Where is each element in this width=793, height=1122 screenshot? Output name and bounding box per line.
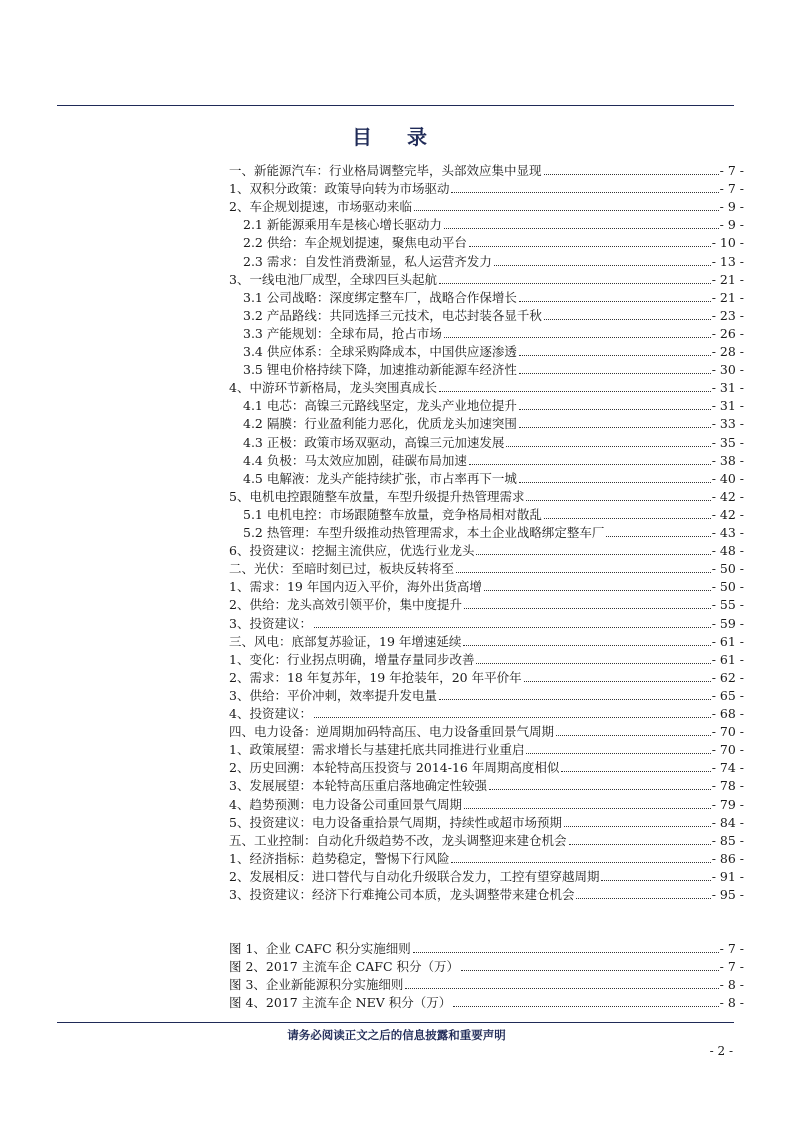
toc-entry[interactable] [229, 704, 744, 722]
toc-entry-page: - 61 - [711, 652, 744, 667]
toc-entry-title: 图 3、企业新能源积分实施细则 [229, 977, 404, 992]
toc-entry-page: - 33 - [711, 416, 744, 431]
dot-leader [444, 337, 711, 338]
toc-entry-title: 4、中游环节新格局，龙头突围真成长 [229, 380, 437, 395]
toc-entry-page: - 79 - [711, 797, 744, 812]
toc-entry-page: - 78 - [711, 778, 744, 793]
toc-entry-title: 3、发展展望：本轮特高压重启落地确定性较强 [229, 778, 487, 793]
header-rule [57, 105, 734, 106]
toc-entry-page: - 48 - [711, 543, 744, 558]
toc-entry-title: 2、供给：龙头高效引领平价，集中度提升 [229, 597, 462, 612]
toc-entry[interactable] [229, 179, 744, 197]
toc-entry-title: 5、投资建议：电力设备重拾景气周期，持续性或超市场预期 [229, 815, 562, 830]
toc-entry-page: - 91 - [711, 869, 744, 884]
toc-entry-title: 2、发展相反：进口替代与自动化升级联合发力，工控有望穿越周期 [229, 869, 600, 884]
toc-entry[interactable] [229, 758, 744, 776]
toc-entry-title: 2.1 新能源乘用车是核心增长驱动力 [243, 217, 442, 232]
toc-entry-page: - 59 - [711, 616, 744, 631]
toc-entry-title: 2、历史回溯：本轮特高压投资与 2014-16 年周期高度相似 [229, 760, 560, 775]
toc-entry-title: 4、趋势预测：电力设备公司重回景气周期 [229, 797, 462, 812]
dot-leader [576, 898, 710, 899]
page-title: 目 录 [352, 125, 441, 149]
toc-entry[interactable] [229, 867, 744, 885]
dot-leader [469, 246, 711, 247]
toc-entry-title: 3.4 供应体系：全球采购降成本，中国供应逐渗透 [243, 344, 517, 359]
dot-leader [414, 210, 719, 211]
toc-entry[interactable] [243, 414, 744, 432]
toc-entry-page: - 21 - [711, 272, 744, 287]
toc-entry-page: - 70 - [711, 742, 744, 757]
figure-entry[interactable] [229, 957, 744, 975]
toc-entry[interactable] [229, 776, 744, 794]
page-number: - 2 - [709, 1044, 733, 1058]
toc-entry-title: 1、政策展望：需求增长与基建托底共同推进行业重启 [229, 742, 525, 757]
toc-entry-page: - 23 - [711, 308, 744, 323]
toc-entry-title: 4.2 隔膜：行业盈利能力恶化，优质龙头加速突围 [243, 416, 517, 431]
dot-leader [451, 862, 710, 863]
dot-leader [405, 988, 718, 989]
toc-entry-title: 图 4、2017 主流车企 NEV 积分（万） [229, 995, 452, 1010]
toc-entry-page: - 13 - [711, 254, 744, 269]
dot-leader [526, 753, 710, 754]
toc-entry[interactable] [229, 722, 744, 740]
toc-entry-page: - 35 - [711, 435, 744, 450]
toc-entry[interactable] [243, 433, 744, 451]
toc-entry-page: - 38 - [711, 453, 744, 468]
toc-entry-title: 2.2 供给：车企规划提速，聚焦电动平台 [243, 235, 467, 250]
toc-entry[interactable] [229, 831, 744, 849]
toc-entry-title: 1、双积分政策：政策导向转为市场驱动 [229, 181, 450, 196]
toc-entry-page: - 86 - [711, 851, 744, 866]
toc-entry[interactable] [229, 577, 744, 595]
toc-entry-page: - 31 - [711, 380, 744, 395]
toc-entry-title: 五、工业控制：自动化升级趋势不改，龙头调整迎来建仓机会 [229, 833, 567, 848]
toc-entry-title: 一、新能源汽车：行业格局调整完毕，头部效应集中显现 [229, 163, 542, 178]
toc-entry-page: - 62 - [711, 670, 744, 685]
toc-entry[interactable] [243, 215, 744, 233]
toc-entry-page: - 42 - [711, 489, 744, 504]
toc-entry-page: - 85 - [711, 833, 744, 848]
toc-entry-title: 1、经济指标：趋势稳定，警惕下行风险 [229, 851, 450, 866]
toc-entry-page: - 43 - [711, 525, 744, 540]
dot-leader [519, 355, 711, 356]
toc-entry[interactable] [229, 813, 744, 831]
toc-entry[interactable] [243, 469, 744, 487]
dot-leader [469, 464, 711, 465]
dot-leader [526, 500, 710, 501]
toc-entry-page: - 50 - [711, 579, 744, 594]
toc-entry-title: 3.3 产能规划：全球布局，抢占市场 [243, 326, 442, 341]
dot-leader [314, 627, 711, 628]
dot-leader [464, 608, 711, 609]
toc-entry[interactable] [229, 668, 744, 686]
toc-entry[interactable] [243, 252, 744, 270]
toc-entry-title: 3、一线电池厂成型，全球四巨头起航 [229, 272, 437, 287]
toc-entry[interactable] [229, 650, 744, 668]
toc-entry-page: - 84 - [711, 815, 744, 830]
dot-leader [519, 373, 711, 374]
toc-entry[interactable] [229, 795, 744, 813]
toc-entry[interactable] [229, 595, 744, 613]
toc-entry[interactable] [243, 342, 744, 360]
toc-entry-title: 6、投资建议：挖掘主流供应，优选行业龙头 [229, 543, 475, 558]
dot-leader [561, 771, 710, 772]
dot-leader [461, 970, 719, 971]
toc-entry[interactable] [229, 849, 744, 867]
dot-leader [519, 427, 711, 428]
dot-leader [544, 518, 711, 519]
figure-entry[interactable] [229, 939, 744, 957]
toc-entry-page: - 50 - [711, 561, 744, 576]
dot-leader [476, 663, 710, 664]
toc-entry-page: - 28 - [711, 344, 744, 359]
toc-entry[interactable] [243, 523, 744, 541]
dot-leader [564, 826, 711, 827]
dot-leader [456, 572, 711, 573]
toc-entry[interactable] [243, 396, 744, 414]
toc-entry[interactable] [229, 885, 744, 903]
toc-entry[interactable] [229, 686, 744, 704]
toc-entry[interactable] [243, 360, 744, 378]
toc-entry-page: - 7 - [719, 941, 744, 956]
toc-entry[interactable] [243, 288, 744, 306]
toc-entry[interactable] [243, 306, 744, 324]
toc-entry[interactable] [229, 632, 744, 650]
toc-entry[interactable] [229, 559, 744, 577]
toc-entry[interactable] [229, 740, 744, 758]
toc-entry-title: 3、投资建议：经济下行难掩公司本质，龙头调整带来建仓机会 [229, 887, 575, 902]
toc-entry-title: 3.5 锂电价格持续下降，加速推动新能源车经济性 [243, 362, 517, 377]
toc-entry[interactable] [229, 270, 744, 288]
dot-leader [439, 283, 711, 284]
toc-entry-page: - 8 - [719, 977, 744, 992]
toc-entry-page: - 55 - [711, 597, 744, 612]
toc-entry-title: 2.3 需求：自发性消费渐显，私人运营齐发力 [243, 254, 492, 269]
figure-entry[interactable] [229, 993, 744, 1011]
toc-entry-page: - 40 - [711, 471, 744, 486]
dot-leader [413, 952, 719, 953]
toc-entry[interactable] [229, 487, 744, 505]
toc-entry-title: 5、电机电控跟随整车放量，车型升级提升热管理需求 [229, 489, 525, 504]
disclaimer-note: 请务必阅读正文之后的信息披露和重要声明 [287, 1028, 506, 1042]
toc-entry-page: - 61 - [711, 634, 744, 649]
toc-entry-page: - 10 - [711, 235, 744, 250]
figure-entry[interactable] [229, 975, 744, 993]
toc-entry-title: 1、需求：19 年国内迈入平价，海外出货高增 [229, 579, 482, 594]
dot-leader [544, 319, 711, 320]
toc-entry-page: - 74 - [711, 760, 744, 775]
dot-leader [506, 446, 710, 447]
toc-entry-page: - 42 - [711, 507, 744, 522]
dot-leader [556, 735, 711, 736]
dot-leader [569, 844, 711, 845]
toc-entry-page: - 8 - [719, 995, 744, 1010]
toc-entry-page: - 21 - [711, 290, 744, 305]
toc-entry-title: 3、供给：平价冲刺，效率提升发电量 [229, 688, 437, 703]
toc-entry-page: - 70 - [711, 724, 744, 739]
toc-entry-title: 二、光伏：至暗时刻已过，板块反转将至 [229, 561, 455, 576]
toc-entry[interactable] [229, 197, 744, 215]
toc-entry-page: - 68 - [711, 706, 744, 721]
dot-leader [601, 880, 710, 881]
toc-entry[interactable] [243, 505, 744, 523]
toc-entry[interactable] [243, 233, 744, 251]
toc-entry-title: 图 1、企业 CAFC 积分实施细则 [229, 941, 411, 956]
toc-entry-title: 3、投资建议： [229, 616, 312, 631]
dot-leader [484, 590, 711, 591]
dot-leader [519, 409, 711, 410]
footer-rule [57, 1022, 734, 1023]
toc-entry-title: 4、投资建议： [229, 706, 312, 721]
toc-entry-title: 图 2、2017 主流车企 CAFC 积分（万） [229, 959, 459, 974]
toc-entry-title: 2、需求：18 年复苏年，19 年抢装年，20 年平价年 [229, 670, 522, 685]
dot-leader [439, 699, 711, 700]
toc-entry-page: - 26 - [711, 326, 744, 341]
dot-leader [314, 717, 711, 718]
dot-leader [444, 228, 719, 229]
toc-entry[interactable] [229, 161, 744, 179]
dot-leader [606, 536, 710, 537]
toc-entry-page: - 7 - [719, 163, 744, 178]
dot-leader [476, 554, 710, 555]
toc-entry-page: - 7 - [719, 959, 744, 974]
toc-entry[interactable] [229, 541, 744, 559]
toc-entry-title: 5.2 热管理：车型升级推动热管理需求，本土企业战略绑定整车厂 [243, 525, 605, 540]
dot-leader [453, 1006, 718, 1007]
toc-entry-page: - 31 - [711, 398, 744, 413]
toc-entry-page: - 95 - [711, 887, 744, 902]
toc-entry-title: 4.3 正极：政策市场双驱动，高镍三元加速发展 [243, 435, 505, 450]
toc-entry-page: - 9 - [719, 199, 744, 214]
toc-entry[interactable] [229, 614, 744, 632]
toc-entry-page: - 65 - [711, 688, 744, 703]
dot-leader [439, 391, 711, 392]
dot-leader [524, 681, 711, 682]
toc-entry-title: 5.1 电机电控：市场跟随整车放量，竞争格局相对散乱 [243, 507, 542, 522]
dot-leader [464, 808, 711, 809]
toc-entry-title: 三、风电：底部复苏验证，19 年增速延续 [229, 634, 462, 649]
dot-leader [494, 265, 711, 266]
toc-entry-title: 3.1 公司战略：深度绑定整车厂，战略合作保增长 [243, 290, 517, 305]
toc-entry[interactable] [243, 451, 744, 469]
dot-leader [544, 174, 719, 175]
dot-leader [489, 789, 711, 790]
toc-entry-title: 2、车企规划提速，市场驱动来临 [229, 199, 412, 214]
toc-entry-page: - 7 - [719, 181, 744, 196]
dot-leader [519, 482, 711, 483]
toc-entry-title: 4.5 电解液：龙头产能持续扩张，市占率再下一城 [243, 471, 517, 486]
toc-entry[interactable] [229, 378, 744, 396]
dot-leader [451, 192, 718, 193]
toc-entry-title: 4.1 电芯：高镍三元路线坚定，龙头产业地位提升 [243, 398, 517, 413]
toc-entry-page: - 30 - [711, 362, 744, 377]
dot-leader [463, 645, 710, 646]
dot-leader [519, 301, 711, 302]
toc-entry-page: - 9 - [719, 217, 744, 232]
toc-entry-title: 4.4 负极：马太效应加剧，硅碳布局加速 [243, 453, 467, 468]
toc-entry-title: 1、变化：行业拐点明确，增量存量同步改善 [229, 652, 475, 667]
toc-entry[interactable] [243, 324, 744, 342]
toc-entry-title: 四、电力设备：逆周期加码特高压、电力设备重回景气周期 [229, 724, 555, 739]
toc-entry-title: 3.2 产品路线：共同选择三元技术，电芯封装各显千秋 [243, 308, 542, 323]
